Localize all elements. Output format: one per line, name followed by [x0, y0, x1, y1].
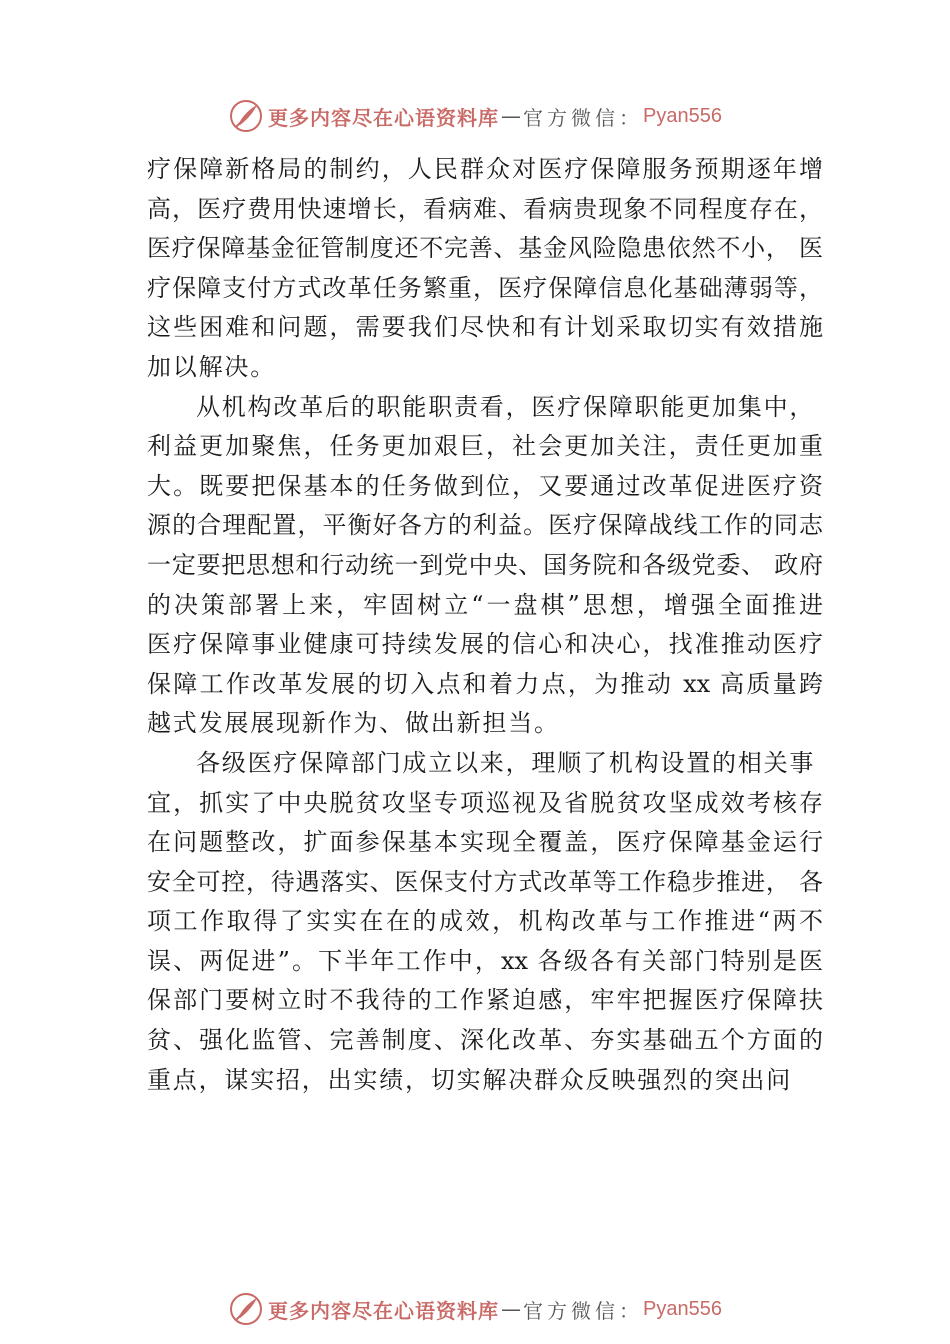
feather-pen-logo-icon [228, 1291, 264, 1327]
text-line: 保部门要树立时不我待的工作紧迫感，牢牢把握医疗保障扶 [147, 986, 823, 1015]
header-banner [0, 96, 950, 136]
text-line: 医疗保障基金征管制度还不完善、基金风险隐患依然不小， 医 [147, 234, 823, 263]
text-line: 保障工作改革发展的切入点和着力点，为推动 xx 高质量跨 [147, 669, 823, 698]
banner-label: 官方微信： [523, 105, 644, 130]
text-line: 宜，抓实了中央脱贫攻坚专项巡视及省脱贫攻坚成效考核存 [147, 788, 823, 817]
feather-pen-logo-icon [228, 98, 264, 134]
footer-banner [0, 1289, 950, 1329]
banner-dash: — [501, 1297, 522, 1321]
text-line: 从机构改革后的职能职责看，医疗保障职能更加集中， [196, 392, 816, 421]
text-line: 源的合理配置，平衡好各方的利益。医疗保障战线工作的同志 [147, 511, 823, 540]
banner-title: 更多内容尽在心语资料库 [268, 105, 500, 130]
text-line: 项工作取得了实实在在的成效，机构改革与工作推进“两不 [147, 907, 823, 936]
text-line: 重点，谋实招，出实绩，切实解决群众反映强烈的突出问 [147, 1065, 792, 1094]
text-line: 误、两促进”。下半年工作中，xx 各级各有关部门特别是医 [147, 946, 823, 975]
text-line: 越式发展展现新作为、做出新担当。 [147, 709, 560, 738]
document-body [147, 150, 823, 1100]
banner-dash: — [501, 104, 522, 128]
text-line: 各级医疗保障部门成立以来，理顺了机构设置的相关事 [196, 748, 816, 777]
banner-wechat-id: Pyan556 [643, 104, 722, 127]
text-line: 疗保障支付方式改革任务繁重，医疗保障信息化基础薄弱等， [147, 273, 823, 302]
text-line: 医疗保障事业健康可持续发展的信心和决心，找准推动医疗 [147, 630, 823, 659]
text-line: 疗保障新格局的制约，人民群众对医疗保障服务预期逐年增 [147, 155, 823, 183]
text-line: 在问题整改，扩面参保基本实现全覆盖，医疗保障基金运行 [147, 828, 823, 857]
text-line: 这些困难和问题，需要我们尽快和有计划采取切实有效措施 [147, 313, 823, 342]
text-line: 高，医疗费用快速增长，看病难、看病贵现象不同程度存在， [147, 194, 823, 223]
banner-title: 更多内容尽在心语资料库 [268, 1298, 500, 1323]
text-line: 大。既要把保基本的任务做到位，又要通过改革促进医疗资 [147, 471, 823, 500]
text-line: 贫、强化监管、完善制度、深化改革、夯实基础五个方面的 [147, 1026, 823, 1055]
banner-label: 官方微信： [523, 1298, 644, 1323]
text-line: 的决策部署上来，牢固树立“一盘棋”思想，增强全面推进 [147, 590, 823, 619]
text-line: 加以解决。 [147, 352, 276, 381]
text-line: 一定要把思想和行动统一到党中央、国务院和各级党委、 政府 [147, 550, 823, 579]
text-line: 利益更加聚焦，任务更加艰巨，社会更加关注，责任更加重 [147, 432, 823, 461]
banner-wechat-id: Pyan556 [643, 1297, 722, 1320]
text-line: 安全可控，待遇落实、医保支付方式改革等工作稳步推进， 各 [147, 867, 823, 896]
